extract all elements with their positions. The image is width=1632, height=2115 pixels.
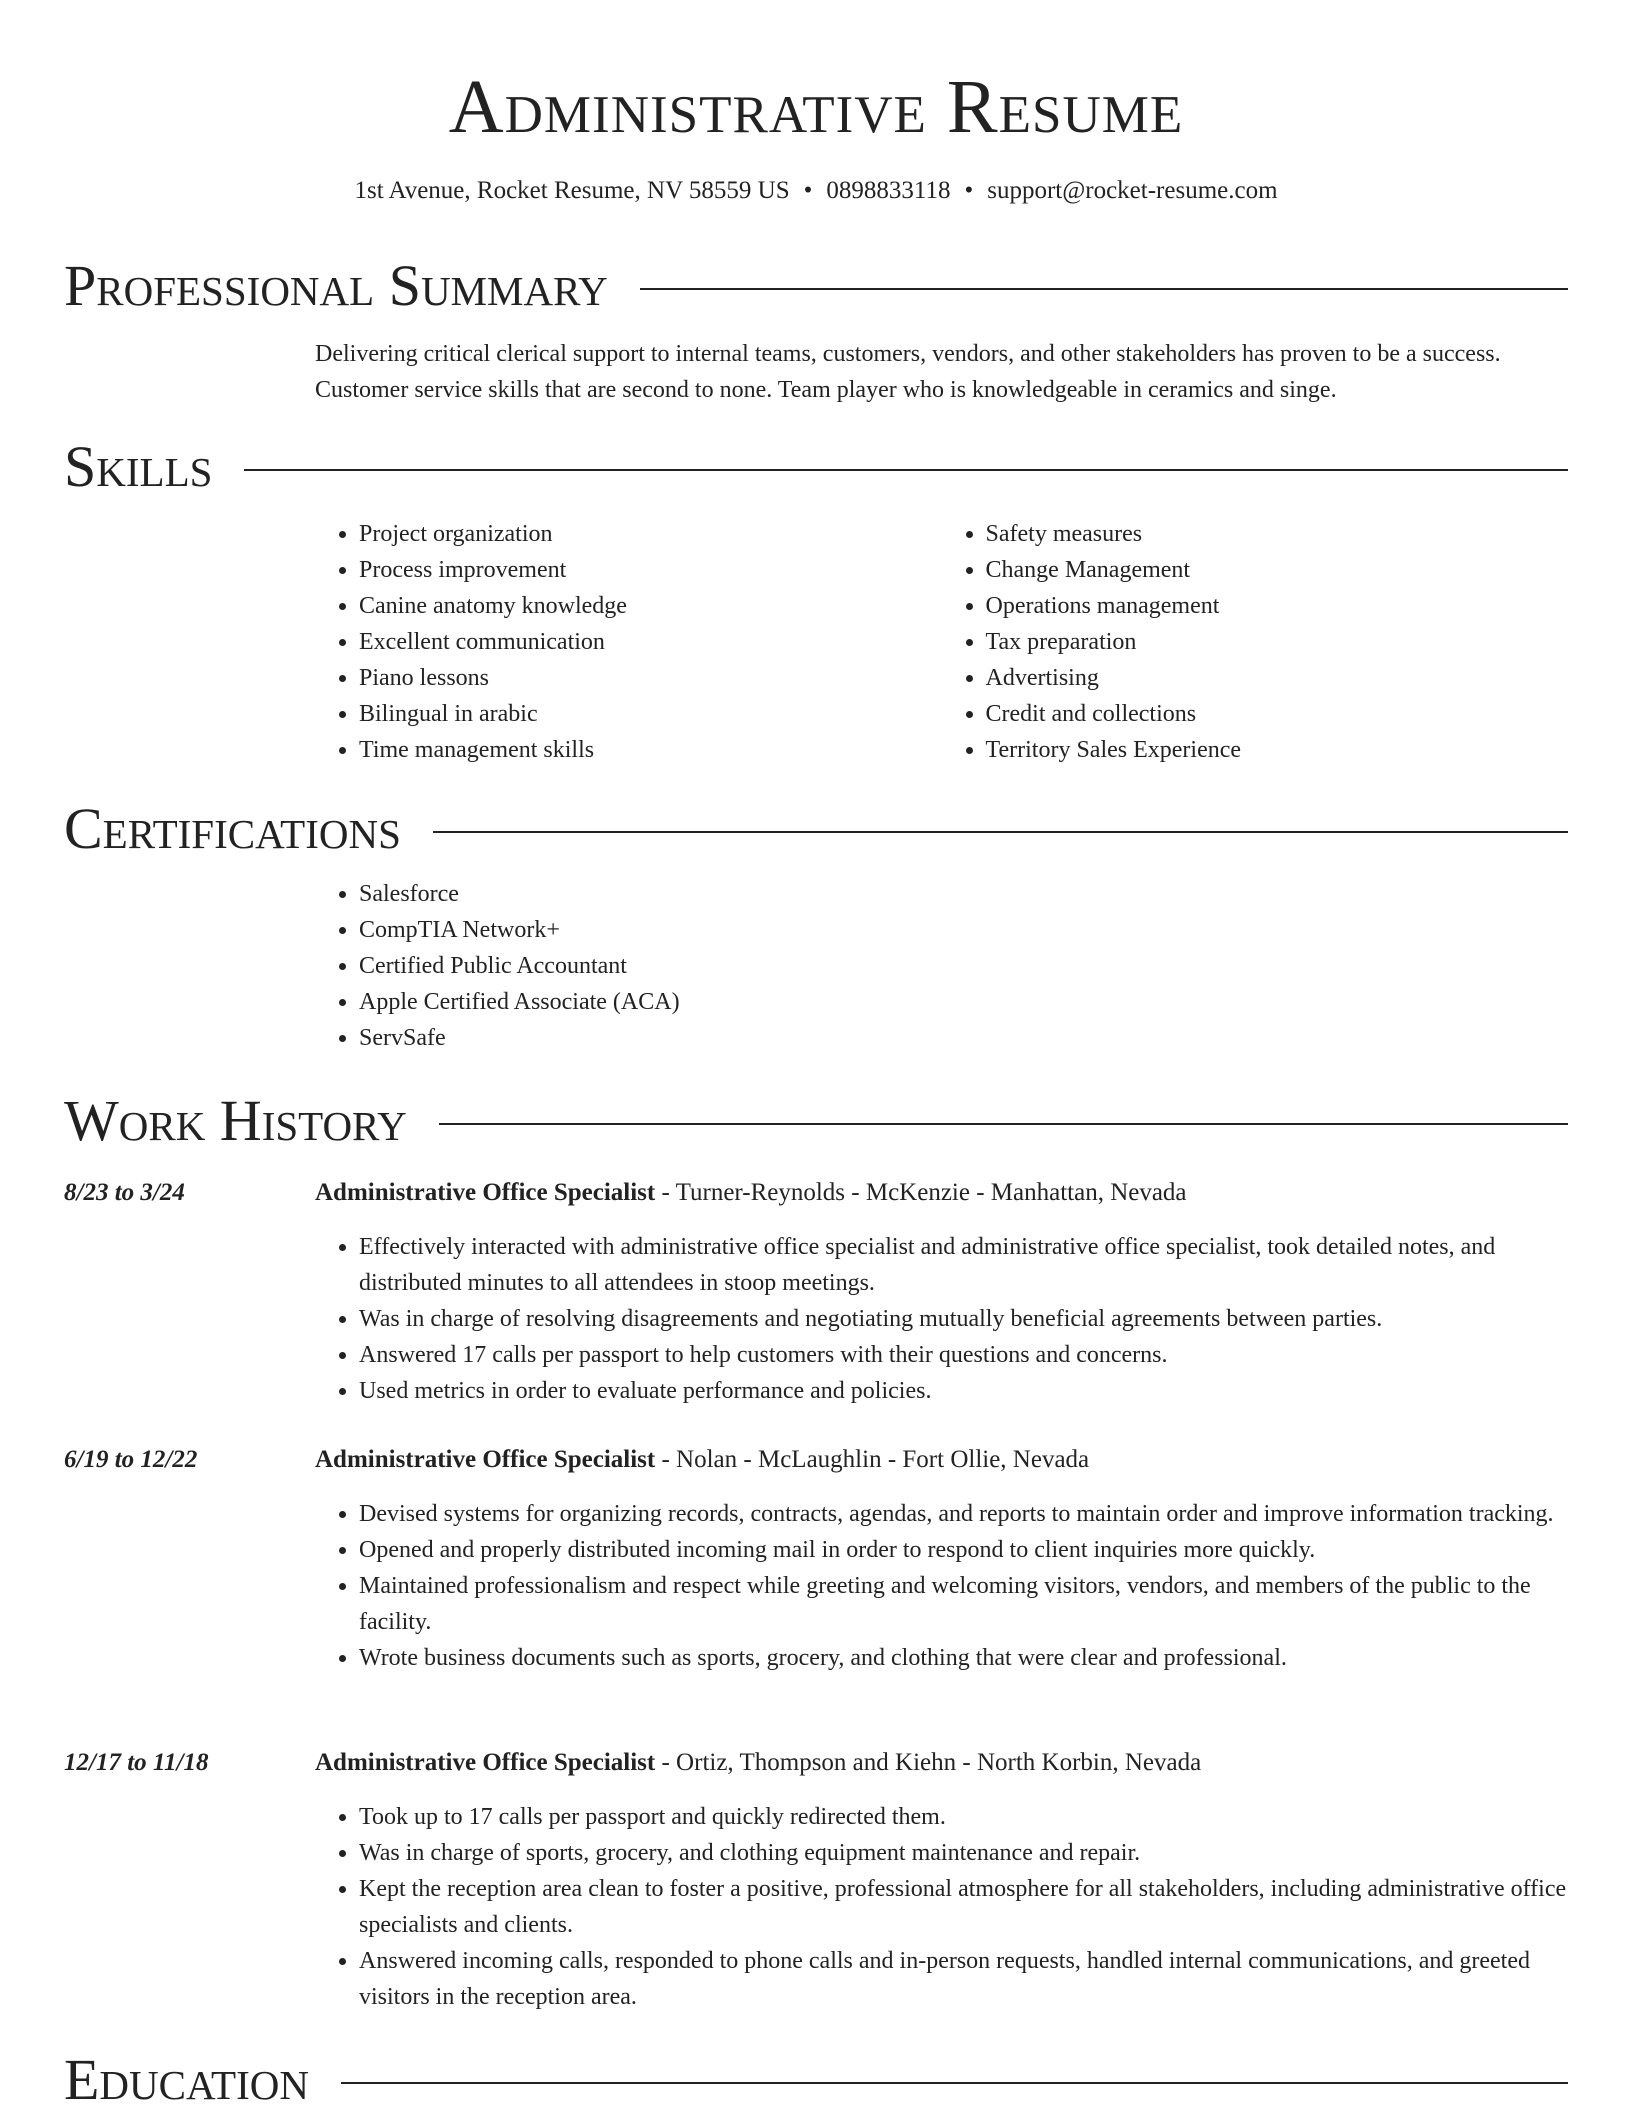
skill-item: • Piano lessons bbox=[359, 660, 942, 696]
job-dates: 8/23 to 3/24 bbox=[64, 1179, 185, 1206]
skill-item: • Advertising bbox=[986, 660, 1569, 696]
job-bullet: • Was in charge of resolving disagreements and negotiating mutually beneficial agreements between parties. bbox=[359, 1301, 1568, 1337]
certifications-heading: Certifications bbox=[64, 796, 401, 861]
job-bullets bbox=[315, 1496, 1568, 1676]
certifications-list bbox=[315, 876, 1568, 1056]
contact-separator: • bbox=[803, 177, 813, 204]
skills-column-left bbox=[315, 516, 942, 768]
summary-section-header bbox=[64, 251, 1568, 321]
job-dates: 6/19 to 12/22 bbox=[64, 1446, 198, 1473]
section-divider bbox=[341, 2082, 1568, 2084]
skills-heading: Skills bbox=[64, 434, 213, 499]
section-divider bbox=[433, 831, 1568, 833]
job-bullet: • Wrote business documents such as sports, grocery, and clothing that were clear and professional. bbox=[359, 1640, 1568, 1676]
certification-item: • Certified Public Accountant bbox=[359, 948, 1568, 984]
section-divider bbox=[439, 1123, 1568, 1125]
job-dates: 12/17 to 11/18 bbox=[64, 1749, 209, 1776]
job-heading bbox=[315, 1745, 1201, 1781]
job-bullet: • Kept the reception area clean to foster a positive, professional atmosphere for all stakeholders, including administrative office specialists and clients. bbox=[359, 1871, 1568, 1943]
job-employer: - Nolan - McLaughlin - Fort Ollie, Nevada bbox=[655, 1446, 1090, 1473]
job-bullet: • Effectively interacted with administrative office specialist and administrative office specialist, took detailed notes, and distributed minutes to all attendees in stoop meetings. bbox=[359, 1229, 1568, 1301]
job-title: Administrative Office Specialist bbox=[315, 1179, 656, 1206]
certification-item: • Salesforce bbox=[359, 876, 1568, 912]
job-bullet: • Took up to 17 calls per passport and quickly redirected them. bbox=[359, 1799, 1568, 1835]
job-bullet: • Devised systems for organizing records, contracts, agendas, and reports to maintain order and improve information tracking. bbox=[359, 1496, 1568, 1532]
skill-item: • Time management skills bbox=[359, 732, 942, 768]
certification-item: • Apple Certified Associate (ACA) bbox=[359, 984, 1568, 1020]
skills-section-header bbox=[64, 432, 1568, 502]
skills-column-right bbox=[942, 516, 1569, 768]
job-bullets bbox=[315, 1229, 1568, 1409]
job-title: Administrative Office Specialist bbox=[315, 1446, 656, 1473]
skill-item: • Project organization bbox=[359, 516, 942, 552]
job-employer: - Ortiz, Thompson and Kiehn - North Korbin, Nevada bbox=[655, 1749, 1202, 1776]
job-employer: - Turner-Reynolds - McKenzie - Manhattan, Nevada bbox=[655, 1179, 1187, 1206]
job-bullet: • Answered incoming calls, responded to phone calls and in-person requests, handled internal communications, and greeted visitors in the reception area. bbox=[359, 1943, 1568, 2015]
summary-heading: Professional Summary bbox=[64, 253, 608, 318]
job-bullets bbox=[315, 1799, 1568, 2015]
certification-item: • CompTIA Network+ bbox=[359, 912, 1568, 948]
skill-item: • Tax preparation bbox=[986, 624, 1569, 660]
section-divider bbox=[640, 288, 1568, 290]
section-divider bbox=[244, 469, 1568, 471]
skill-item: • Process improvement bbox=[359, 552, 942, 588]
certification-item: • ServSafe bbox=[359, 1020, 1568, 1056]
skill-item: • Bilingual in arabic bbox=[359, 696, 942, 732]
contact-separator: • bbox=[964, 177, 974, 204]
resume-title: Administrative Resume bbox=[448, 65, 1184, 149]
contact-line bbox=[64, 176, 1568, 206]
skill-item: • Credit and collections bbox=[986, 696, 1569, 732]
job-bullet: • Used metrics in order to evaluate performance and policies. bbox=[359, 1373, 1568, 1409]
work-heading: Work History bbox=[64, 1088, 407, 1153]
job-bullet: • Was in charge of sports, grocery, and clothing equipment maintenance and repair. bbox=[359, 1835, 1568, 1871]
contact-address: 1st Avenue, Rocket Resume, NV 58559 US bbox=[354, 177, 790, 204]
contact-email: support@rocket-resume.com bbox=[987, 177, 1278, 204]
contact-phone: 0898833118 bbox=[826, 177, 951, 204]
job-heading bbox=[315, 1175, 1187, 1211]
skill-item: • Operations management bbox=[986, 588, 1569, 624]
job-bullet: • Opened and properly distributed incoming mail in order to respond to client inquiries more quickly. bbox=[359, 1532, 1568, 1568]
skill-item: • Change Management bbox=[986, 552, 1569, 588]
certifications-section-header bbox=[64, 794, 1568, 864]
skill-item: • Safety measures bbox=[986, 516, 1569, 552]
skill-item: • Excellent communication bbox=[359, 624, 942, 660]
job-bullet: • Maintained professionalism and respect while greeting and welcoming visitors, vendors, and members of the public to the facility. bbox=[359, 1568, 1568, 1640]
skill-item: • Territory Sales Experience bbox=[986, 732, 1569, 768]
education-heading: Education bbox=[64, 2047, 309, 2112]
job-bullet: • Answered 17 calls per passport to help customers with their questions and concerns. bbox=[359, 1337, 1568, 1373]
job-heading bbox=[315, 1442, 1089, 1478]
job-title: Administrative Office Specialist bbox=[315, 1749, 656, 1776]
work-section-header bbox=[64, 1086, 1568, 1156]
education-section-header bbox=[64, 2045, 1568, 2115]
skills-list bbox=[315, 516, 1568, 768]
summary-text: Delivering critical clerical support to internal teams, customers, vendors, and other stakeholders has proven to be a success. Customer service skills that are second to none. Team player who is knowledgeable in ceramics and singe. bbox=[315, 341, 1501, 403]
skill-item: • Canine anatomy knowledge bbox=[359, 588, 942, 624]
